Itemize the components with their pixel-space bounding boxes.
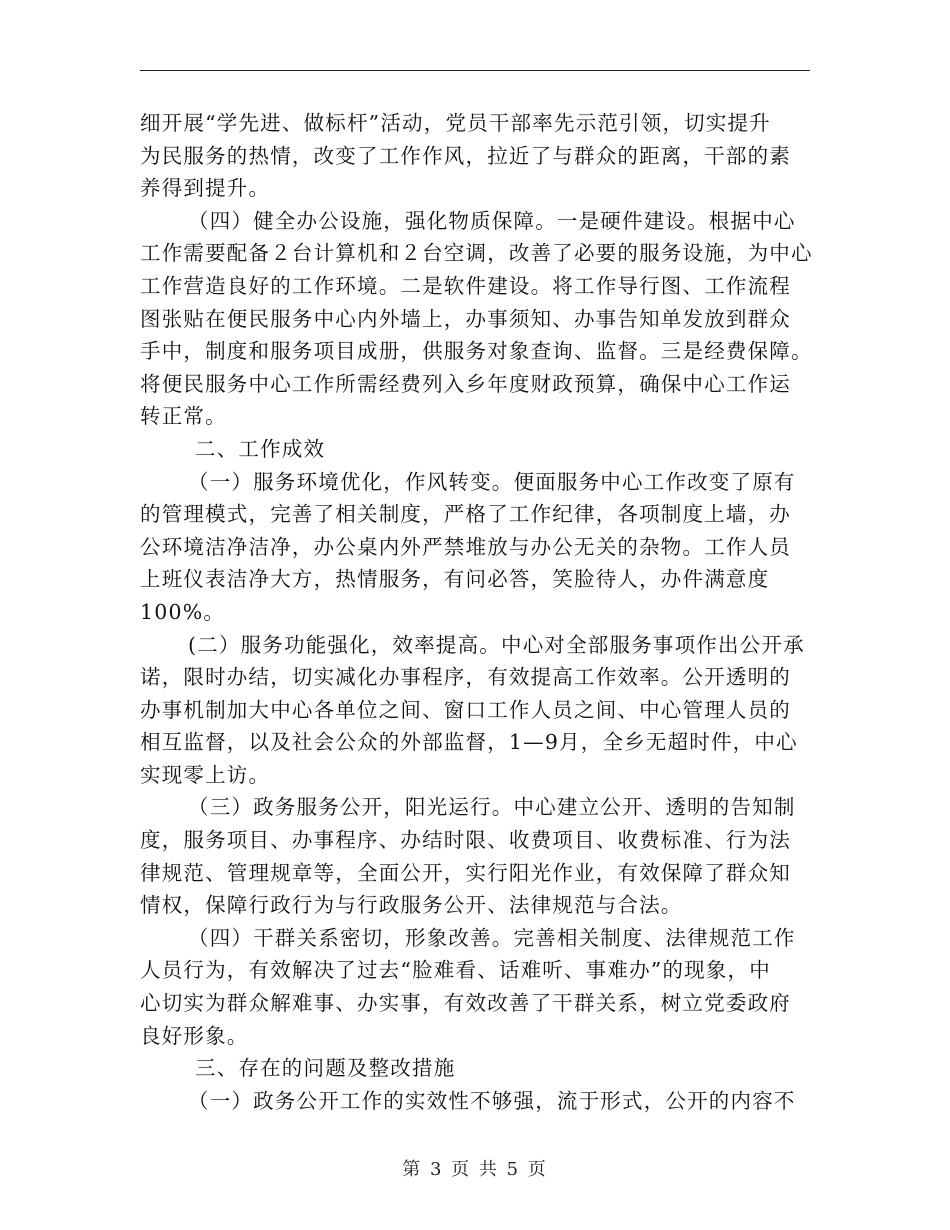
paragraph-start-line: （三）政务服务公开，阳光运行。中心建立公开、透明的告知制 <box>188 795 796 820</box>
text-line: 良好形象。 <box>140 1023 249 1048</box>
text-line: 为民服务的热情，改变了工作作风，拉近了与群众的距离，干部的素 <box>140 143 791 168</box>
paragraph-start-line: （四）干群关系密切，形象改善。完善相关制度、法律规范工作 <box>188 925 796 950</box>
text-line: 养得到提升。 <box>140 176 271 201</box>
text-line: 的管理模式，完善了相关制度，严格了工作纪律，各项制度上墙，办 <box>140 502 791 527</box>
paragraph-start-line: （一）服务环境优化，作风转变。便面服务中心工作改变了原有 <box>188 469 796 494</box>
text-line: 图张贴在便民服务中心内外墙上，办事须知、办事告知单发放到群众 <box>140 306 791 331</box>
page-number-footer: 第 3 页 共 5 页 <box>402 1159 548 1180</box>
header-rule <box>140 70 810 71</box>
text-line: 将便民服务中心工作所需经费列入乡年度财政预算，确保中心工作运 <box>140 371 791 396</box>
section-heading: 二、工作成效 <box>195 436 326 461</box>
section-heading: 三、存在的问题及整改措施 <box>195 1056 456 1081</box>
text-line: 工作需要配备２台计算机和２台空调，改善了必要的服务设施，为中心 <box>140 241 813 266</box>
text-line: 办事机制加大中心各单位之间、窗口工作人员之间、中心管理人员的 <box>140 697 791 722</box>
text-line: 转正常。 <box>140 404 227 429</box>
text-line: 律规范、管理规章等，全面公开，实行阳光作业，有效保障了群众知 <box>140 860 791 885</box>
text-line: 上班仪表洁净大方，热情服务，有问必答，笑脸待人，办件满意度 <box>140 567 770 592</box>
text-line: 手中，制度和服务项目成册，供服务对象查询、监督。三是经费保障。 <box>140 339 813 364</box>
text-line: 100%。 <box>140 599 226 624</box>
text-line: 实现零上访。 <box>140 762 271 787</box>
text-line: 公环境洁净洁净，办公桌内外严禁堆放与办公无关的杂物。工作人员 <box>140 534 791 559</box>
text-line: 人员行为，有效解决了过去“脸难看、话难听、事难办”的现象，中 <box>140 958 771 983</box>
text-line: 相互监督，以及社会公众的外部监督，1—9月，全乡无超时件，中心 <box>140 730 798 755</box>
text-line: 情权，保障行政行为与行政服务公开、法律规范与合法。 <box>140 893 683 918</box>
paragraph-start-line: （四）健全办公设施，强化物质保障。一是硬件建设。根据中心 <box>188 208 796 233</box>
body-text <box>140 107 820 1117</box>
text-line: 心切实为群众解难事、办实事，有效改善了干群关系，树立党委政府 <box>140 991 791 1016</box>
paragraph-start-line: (二）服务功能强化，效率提高。中心对全部服务事项作出公开承 <box>188 632 805 657</box>
text-line: 度，服务项目、办事程序、办结时限、收费项目、收费标准、行为法 <box>140 828 791 853</box>
text-line: 诺，限时办结，切实减化办事程序，有效提高工作效率。公开透明的 <box>140 665 791 690</box>
paragraph-start-line: （一）政务公开工作的实效性不够强，流于形式，公开的内容不 <box>188 1088 796 1113</box>
text-line: 工作营造良好的工作环境。二是软件建设。将工作导行图、工作流程 <box>140 273 791 298</box>
text-line: 细开展“学先进、做标杆”活动，党员干部率先示范引领，切实提升 <box>140 111 771 135</box>
